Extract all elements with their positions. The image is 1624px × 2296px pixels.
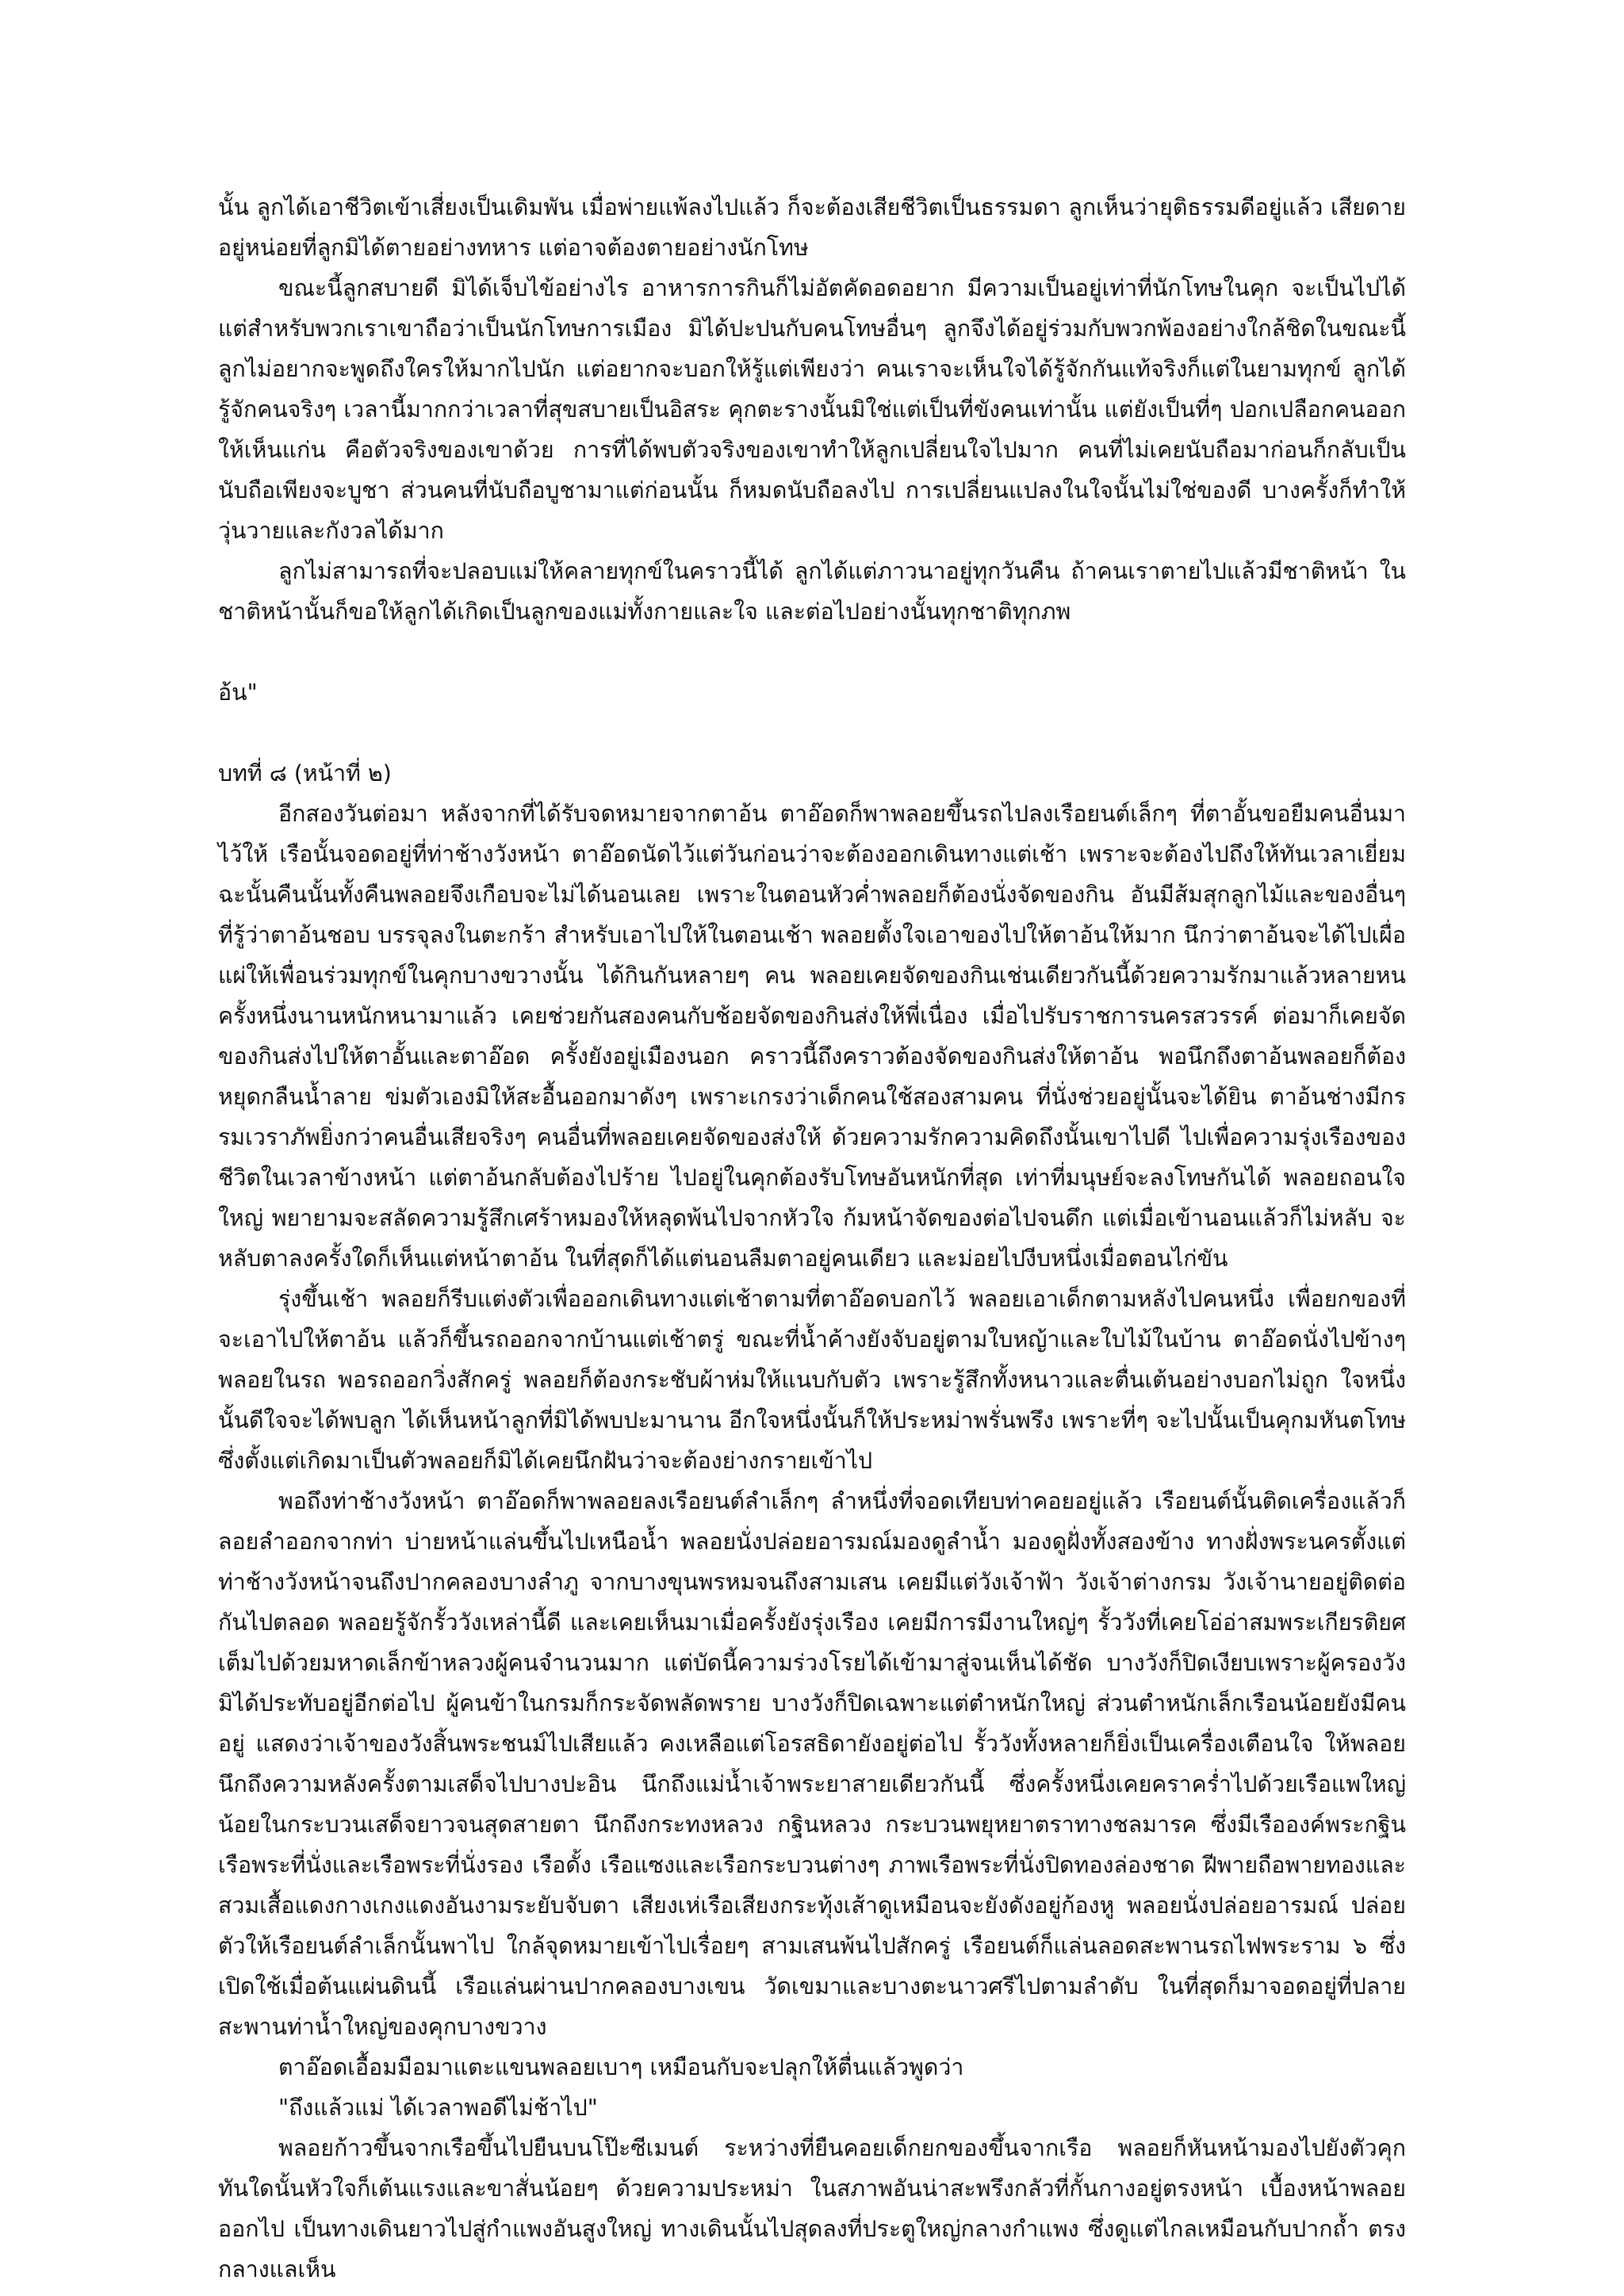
- paragraph-boat-journey: พอถึงท่าช้างวังหน้า ตาอ๊อดก็พาพลอยลงเรือยนต์ลำเล็กๆ ลำหนึ่งที่จอดเทียบท่าคอยอยู่แล้ว เรือยนต์นั้นติดเครื่องแล้วก็ลอยลำออกจากท่า บ่ายหน้าแล่นขึ้นไปเหนือน้ำ พลอยนั่งปล่อยอารมณ์มองดูลำน้ำ มองดูฝั่งทั้งสองข้าง ทางฝั่งพระนครตั้งแต่ท่าช้างวังหน้าจนถึงปากคลองบางลำภู จากบางขุนพรหมจนถึงสามเสน เคยมีแต่วังเจ้าฟ้า วังเจ้าต่างกรม วังเจ้านายอยู่ติดต่อกันไปตลอด พลอยรู้จักรั้ววังเหล่านี้ดี และเคยเห็นมาเมื่อครั้งยังรุ่งเรือง เคยมีการมีงานใหญ่ๆ รั้ววังที่เคยโอ่อ่าสมพระเกียรติยศ เต็มไปด้วยมหาดเล็กข้าหลวงผู้คนจำนวนมาก แต่บัดนี้ความร่วงโรยได้เข้ามาสู่จนเห็นได้ชัด บางวังก็ปิดเงียบเพราะผู้ครองวังมิได้ประทับอยู่อีกต่อไป ผู้คนข้าในกรมก็กระจัดพลัดพราย บางวังก็ปิดเฉพาะแต่ตำหนักใหญ่ ส่วนตำหนักเล็กเรือนน้อยยังมีคนอยู่ แสดงว่าเจ้าของวังสิ้นพระชนม์ไปเสียแล้ว คงเหลือแต่โอรสธิดายังอยู่ต่อไป รั้ววังทั้งหลายก็ยิ่งเป็นเครื่องเตือนใจ ให้พลอยนึกถึงความหลังครั้งตามเสด็จไปบางปะอิน นึกถึงแม่น้ำเจ้าพระยาสายเดียวกันนี้ ซึ่งครั้งหนึ่งเคยคราคร่ำไปด้วยเรือแพใหญ่น้อยในกระบวนเสด็จยาวจนสุดสายตา นึกถึงกระทงหลวง กฐินหลวง กระบวนพยุหยาตราทางชลมารค ซึ่งมีเรือองค์พระกฐิน เรือพระที่นั่งและเรือพระที่นั่งรอง เรือดั้ง เรือแซงและเรือกระบวนต่างๆ ภาพเรือพระที่นั่งปิดทองล่องชาด ฝีพายถือพายทองและสวมเสื้อแดงกางเกงแดงอันงามระยับจับตา เสียงเห่เรือเสียงกระทุ้งเส้าดูเหมือนจะยังดังอยู่ก้องหู พลอยนั่งปล่อยอารมณ์ ปล่อยตัวให้เรือยนต์ลำเล็กนั้นพาไป ใกล้จุดหมายเข้าไปเรื่อยๆ สามเสนพ้นไปสักครู่ เรือยนต์ก็แล่นลอดสะพานรถไฟพระราม ๖ ซึ่งเปิดใช้เมื่อต้นแผ่นดินนี้ เรือแล่นผ่านปากคลองบางเขน วัดเขมาและบางตะนาวศรีไปตามลำดับ ในที่สุดก็มาจอดอยู่ที่ปลายสะพานท่าน้ำใหญ่ของคุกบางขวาง: [218, 1488, 1406, 2040]
- paragraph-arrival-narration: ตาอ๊อดเอื้อมมือมาแตะแขนพลอยเบาๆ เหมือนกับจะปลุกให้ตื่นแล้วพูดว่า: [278, 2054, 964, 2080]
- chapter-heading: บทที่ ๘ (หน้าที่ ๒): [218, 760, 392, 786]
- paragraph-prayer: ลูกไม่สามารถที่จะปลอบแม่ให้คลายทุกข์ในคราวนี้ได้ ลูกได้แต่ภาวนาอยู่ทุกวันคืน ถ้าคนเราตายไปแล้วมีชาติหน้า ในชาติหน้านั้นก็ขอให้ลูกได้เกิดเป็นลูกของแม่ทั้งกายและใจ และต่อไปอย่างนั้นทุกชาติทุกภพ: [218, 558, 1406, 625]
- paragraph-morning-departure: รุ่งขึ้นเช้า พลอยก็รีบแต่งตัวเพื่อออกเดินทางแต่เช้าตามที่ตาอ๊อดบอกไว้ พลอยเอาเด็กตามหลังไปคนหนึ่ง เพื่อยกของที่จะเอาไปให้ตาอ้น แล้วก็ขึ้นรถออกจากบ้านแต่เช้าตรู่ ขณะที่น้ำค้างยังจับอยู่ตามใบหญ้าและใบไม้ในบ้าน ตาอ๊อดนั่งไปข้างๆ พลอยในรถ พอรถออกวิ่งสักครู่ พลอยก็ต้องกระชับผ้าห่มให้แนบกับตัว เพราะรู้สึกทั้งหนาวและตื่นเต้นอย่างบอกไม่ถูก ใจหนึ่งนั้นดีใจจะได้พบลูก ได้เห็นหน้าลูกที่มิได้พบปะมานาน อีกใจหนึ่งนั้นก็ให้ประหม่าพรั่นพรึง เพราะที่ๆ จะไปนั้นเป็นคุกมหันตโทษ ซึ่งตั้งแต่เกิดมาเป็นตัวพลอยก็มิได้เคยนึกฝันว่าจะต้องย่างกรายเข้าไป: [218, 1286, 1406, 1474]
- paragraph-letter-conclusion: นั้น ลูกได้เอาชีวิตเข้าเสี่ยงเป็นเดิมพัน เมื่อพ่ายแพ้ลงไปแล้ว ก็จะต้องเสียชีวิตเป็นธรรมดา ลูกเห็นว่ายุติธรรมดีอยู่แล้ว เสียดายอยู่หน่อยที่ลูกมิได้ตายอย่างทหาร แต่อาจต้องตายอย่างนักโทษ: [218, 194, 1406, 261]
- paragraph-dialogue: "ถึงแล้วแม่ ได้เวลาพอดีไม่ช้าไป": [278, 2095, 598, 2121]
- paragraph-preparation: อีกสองวันต่อมา หลังจากที่ได้รับจดหมายจากตาอ้น ตาอ๊อดก็พาพลอยขึ้นรถไปลงเรือยนต์เล็กๆ ที่ตาอั้นขอยืมคนอื่นมาไว้ให้ เรือนั้นจอดอยู่ที่ท่าช้างวังหน้า ตาอ๊อดนัดไว้แต่วันก่อนว่าจะต้องออกเดินทางแต่เช้า เพราะจะต้องไปถึงให้ทันเวลาเยี่ยม ฉะนั้นคืนนั้นทั้งคืนพลอยจึงเกือบจะไม่ได้นอนเลย เพราะในตอนหัวค่ำพลอยก็ต้องนั่งจัดของกิน อันมีส้มสุกลูกไม้และของอื่นๆ ที่รู้ว่าตาอ้นชอบ บรรจุลงในตะกร้า สำหรับเอาไปให้ในตอนเช้า พลอยตั้งใจเอาของไปให้ตาอ้นให้มาก นึกว่าตาอ้นจะได้ไปเผื่อแผ่ให้เพื่อนร่วมทุกข์ในคุกบางขวางนั้น ได้กินกันหลายๆ คน พลอยเคยจัดของกินเช่นเดียวกันนี้ด้วยความรักมาแล้วหลายหน ครั้งหนึ่งนานหนักหนามาแล้ว เคยช่วยกันสองคนกับช้อยจัดของกินส่งให้พี่เนื่อง เมื่อไปรับราชการนครสวรรค์ ต่อมาก็เคยจัดของกินส่งไปให้ตาอั้นและตาอ๊อด ครั้งยังอยู่เมืองนอก คราวนี้ถึงคราวต้องจัดของกินส่งให้ตาอ้น พอนึกถึงตาอ้นพลอยก็ต้องหยุดกลืนน้ำลาย ข่มตัวเองมิให้สะอื้นออกมาดังๆ เพราะเกรงว่าเด็กคนใช้สองสามคน ที่นั่งช่วยอยู่นั้นจะได้ยิน ตาอ้นช่างมีกรรมเวราภัพยิ่งกว่าคนอื่นเสียจริงๆ คนอื่นที่พลอยเคยจัดของส่งให้ ด้วยความรักความคิดถึงนั้นเขาไปดี ไปเพื่อความรุ่งเรืองของชีวิตในเวลาข้างหน้า แต่ตาอ้นกลับต้องไปร้าย ไปอยู่ในคุกต้องรับโทษอันหนักที่สุด เท่าที่มนุษย์จะลงโทษกันได้ พลอยถอนใจใหญ่ พยายามจะสลัดความรู้สึกเศร้าหมองให้หลุดพ้นไปจากหัวใจ ก้มหน้าจัดของต่อไปจนดึก แต่เมื่อเข้านอนแล้วก็ไม่หลับ จะหลับตาลงครั้งใดก็เห็นแต่หน้าตาอ้น ในที่สุดก็ได้แต่นอนลืมตาอยู่คนเดียว และม่อยไปงีบหนึ่งเมื่อตอนไก่ขัน: [218, 801, 1406, 1272]
- letter-signature: อ้น": [218, 679, 258, 706]
- paragraph-prison-life: ขณะนี้ลูกสบายดี มิได้เจ็บไข้อย่างไร อาหารการกินก็ไม่อัตคัดอดอยาก มีความเป็นอยู่เท่าที่นักโทษในคุก จะเป็นไปได้ แต่สำหรับพวกเราเขาถือว่าเป็นนักโทษการเมือง มิได้ปะปนกับคนโทษอื่นๆ ลูกจึงได้อยู่ร่วมกับพวกพ้องอย่างใกล้ชิดในขณะนี้ ลูกไม่อยากจะพูดถึงใครให้มากไปนัก แต่อยากจะบอกให้รู้แต่เพียงว่า คนเราจะเห็นใจได้รู้จักกันแท้จริงก็แต่ในยามทุกข์ ลูกได้รู้จักคนจริงๆ เวลานี้มากกว่าเวลาที่สุขสบายเป็นอิสระ คุกตะรางนั้นมิใช่แต่เป็นที่ขังคนเท่านั้น แต่ยังเป็นที่ๆ ปอกเปลือกคนออกให้เห็นแก่น คือตัวจริงของเขาด้วย การที่ได้พบตัวจริงของเขาทำให้ลูกเปลี่ยนใจไปมาก คนที่ไม่เคยนับถือมาก่อนก็กลับเป็นนับถือเพียงจะบูชา ส่วนคนที่นับถือบูชามาแต่ก่อนนั้น ก็หมดนับถือลงไป การเปลี่ยนแปลงในใจนั้นไม่ใช่ของดี บางครั้งก็ทำให้วุ่นวายและกังวลได้มาก: [218, 275, 1406, 544]
- paragraph-prison-gate: พลอยก้าวขึ้นจากเรือขึ้นไปยืนบนโป๊ะซีเมนต์ ระหว่างที่ยืนคอยเด็กยกของขึ้นจากเรือ พลอยก็หันหน้ามองไปยังตัวคุก ทันใดนั้นหัวใจก็เต้นแรงและขาสั่นน้อยๆ ด้วยความประหม่า ในสภาพอันน่าสะพรึงกลัวที่กั้นกางอยู่ตรงหน้า เบื้องหน้าพลอยออกไป เป็นทางเดินยาวไปสู่กำแพงอันสูงใหญ่ ทางเดินนั้นไปสุดลงที่ประตูใหญ่กลางกำแพง ซึ่งดูแต่ไกลเหมือนกับปากถ้ำ ตรงกลางแลเห็น: [218, 2135, 1406, 2283]
